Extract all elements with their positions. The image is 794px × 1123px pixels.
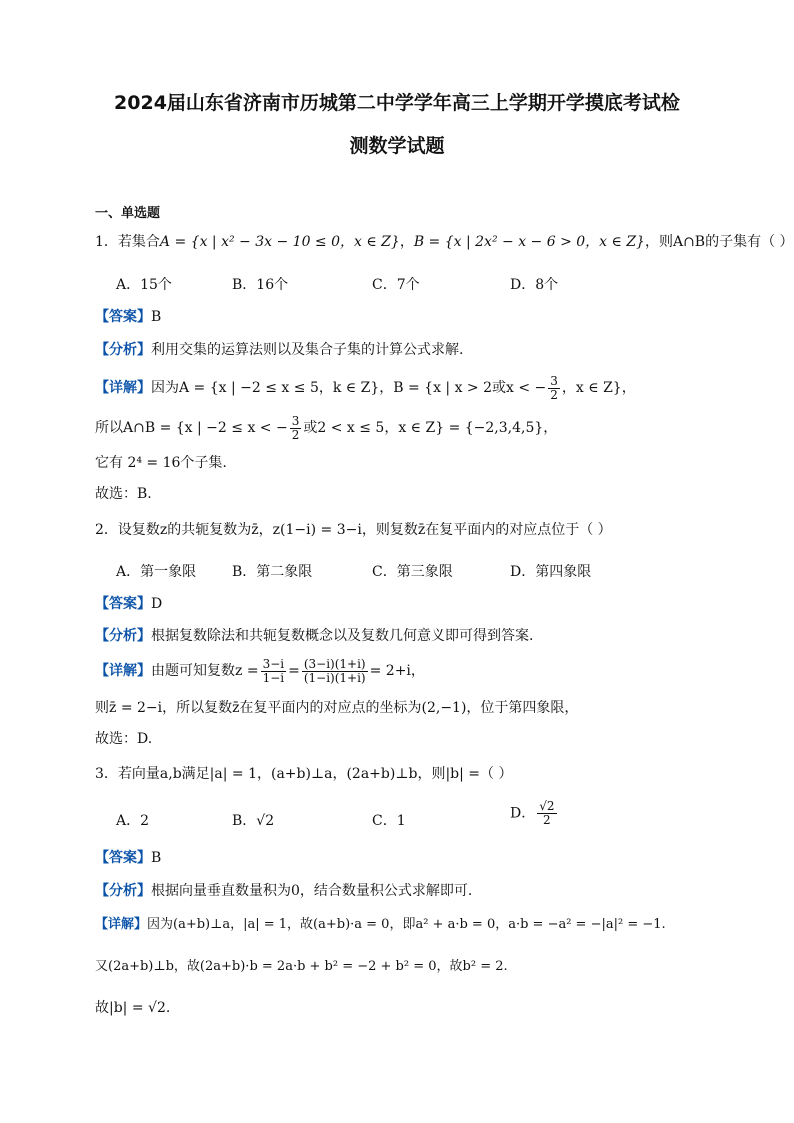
q2-option-b: B．第二象限	[232, 564, 313, 580]
q2-option-d: D．第四象限	[510, 564, 592, 580]
page-title-line-2: 测数学试题	[349, 135, 445, 157]
q2-answer-label: 【答案】	[95, 596, 151, 612]
q2-detail-1	[95, 654, 425, 688]
q1-set-b: B = {x | 2x² − x − 6 > 0，x ∈ Z}	[413, 234, 645, 250]
q2-detail-3: 故选：D.	[95, 731, 153, 747]
q1-detail-1b: ，x ∈ Z}，	[561, 380, 636, 396]
q2-answer	[95, 594, 162, 614]
q2-detail-1b: = 2+i，	[369, 663, 425, 679]
q3-answer-value: B	[151, 850, 162, 866]
q3-answer	[95, 848, 161, 868]
q3-opt-d-num: √2	[539, 799, 555, 813]
q1-option-b: B．16个	[232, 277, 289, 293]
q2-fraction-2	[302, 658, 368, 685]
q1-frac-den: 2	[550, 387, 558, 402]
q1-detail-1	[95, 372, 636, 404]
q3-analysis-label: 【分析】	[95, 883, 151, 899]
q3-option-d-label: D．	[510, 805, 536, 822]
q1-fraction-1	[548, 375, 560, 402]
section-heading: 一、单选题	[95, 206, 161, 221]
q3-option-c: C．1	[372, 813, 406, 829]
q2-f1-den: 1−i	[262, 670, 285, 685]
q1-option-a: A．15个	[116, 277, 172, 293]
q2-option-a: A．第一象限	[116, 564, 197, 580]
q3-option-b: B．√2	[232, 813, 275, 829]
q1-stem-prefix: 1．若集合	[95, 234, 160, 250]
q2-f2-num: (3−i)(1+i)	[303, 656, 366, 671]
q1-detail-2a: 所以A∩B = {x | −2 ≤ x < −	[95, 420, 288, 436]
q1-detail-3: 它有 2⁴ = 16个子集.	[95, 455, 227, 471]
q1-answer-label: 【答案】	[95, 309, 151, 325]
q1-stem-suffix: ，则A∩B的子集有（ ）	[644, 234, 794, 250]
q3-detail-3: 故|b| = √2.	[95, 1000, 171, 1016]
q3-detail-1	[95, 915, 666, 935]
q2-f1-num: 3−i	[262, 656, 285, 671]
q2-analysis	[95, 626, 533, 646]
q2-detail-2: 则z̄ = 2−i，所以复数z̄在复平面内的对应点的坐标为(2,−1)，位于第四象限，	[95, 700, 579, 716]
q1-detail-2b: 或2 < x ≤ 5，x ∈ Z} = {−2,3,4,5}，	[303, 420, 558, 436]
q1-detail-4: 故选：B.	[95, 486, 152, 502]
q1-detail-2	[95, 412, 557, 444]
q1-analysis-label: 【分析】	[95, 342, 151, 358]
q1-set-a: A = {x | x² − 3x − 10 ≤ 0，x ∈ Z}	[159, 234, 400, 250]
q3-option-a: A．2	[116, 813, 150, 829]
q1-frac-num: 3	[550, 373, 558, 388]
q1-fraction-2	[290, 415, 302, 442]
q2-stem: 2．设复数z的共轭复数为z̄，z(1−i) = 3−i，则复数z̄在复平面内的对应点位于（ ）	[95, 522, 612, 538]
q2-option-c: C．第三象限	[372, 564, 453, 580]
q2-f2-den: (1−i)(1+i)	[303, 670, 366, 685]
q1-answer	[95, 307, 161, 327]
q1-frac2-den: 2	[291, 427, 300, 442]
q1-answer-value: B	[151, 309, 162, 325]
q1-analysis	[95, 340, 463, 360]
q1-option-d: D．8个	[510, 277, 559, 293]
q3-answer-label: 【答案】	[95, 850, 151, 866]
q1-detail-label: 【详解】	[95, 380, 151, 396]
q3-option-d-fraction	[537, 800, 556, 827]
q2-analysis-text: 根据复数除法和共轭复数概念以及复数几何意义即可得到答案.	[151, 628, 534, 644]
q3-detail-label: 【详解】	[95, 917, 148, 932]
q3-stem: 3．若向量a,b满足|a| = 1，(a+b)⊥a，(2a+b)⊥b，则|b| =（ ）	[95, 766, 513, 782]
q2-detail-1a: 由题可知复数z =	[151, 663, 259, 679]
q1-stem: 1．若集合A = {x | x² − 3x − 10 ≤ 0，x ∈ Z}，B = {x | 2x² − x − 6 > 0，x ∈ Z}，则A∩B的子集有（ ）	[95, 234, 794, 250]
q3-opt-d-den: 2	[543, 813, 551, 827]
q3-detail-1-text: 因为(a+b)⊥a，|a| = 1，故(a+b)·a = 0，即a² + a·b = 0，a·b = −a² = −|a|² = −1.	[147, 917, 666, 932]
q2-analysis-label: 【分析】	[95, 628, 151, 644]
q2-detail-label: 【详解】	[95, 663, 151, 679]
q3-analysis	[95, 881, 472, 901]
q3-detail-2: 又(2a+b)⊥b，故(2a+b)·b = 2a·b + b² = −2 + b² = 0，故b² = 2.	[95, 959, 508, 974]
q1-analysis-text: 利用交集的运算法则以及集合子集的计算公式求解.	[151, 342, 464, 358]
page-title-line-1: 2024届山东省济南市历城第二中学学年高三上学期开学摸底考试检	[114, 92, 680, 114]
q3-analysis-text: 根据向量垂直数量积为0，结合数量积公式求解即可.	[151, 883, 473, 899]
q1-detail-1a: 因为A = {x | −2 ≤ x ≤ 5，k ∈ Z}，B = {x | x > 2或x < −	[151, 380, 547, 396]
q2-fraction-1	[261, 658, 287, 685]
q2-answer-value: D	[151, 596, 163, 612]
q1-option-c: C．7个	[372, 277, 420, 293]
q1-frac2-num: 3	[291, 413, 300, 428]
q2-eq: =	[288, 663, 300, 679]
q3-option-d	[510, 800, 559, 827]
